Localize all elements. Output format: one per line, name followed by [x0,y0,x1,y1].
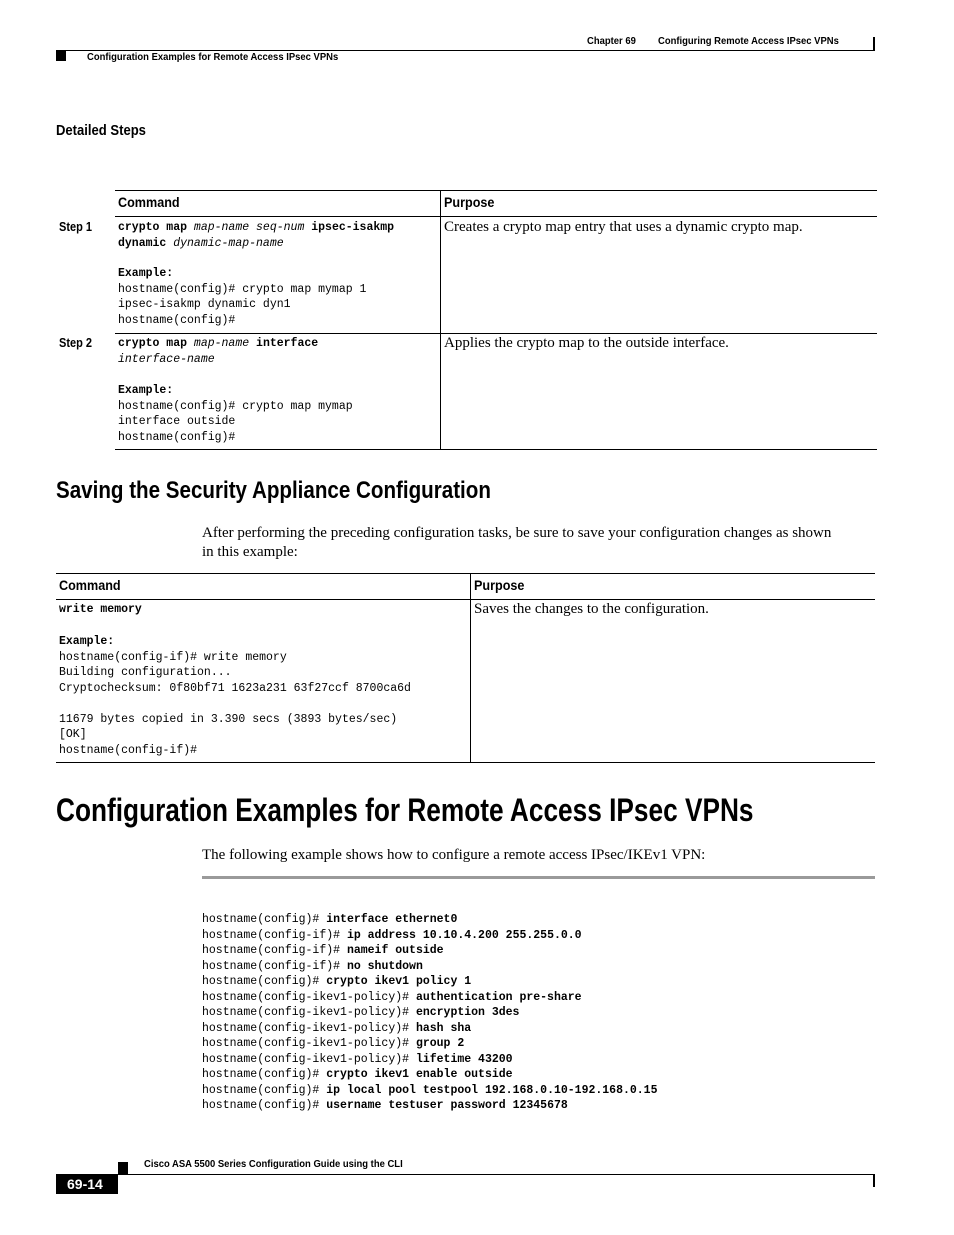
step-1-example-line: ipsec-isakmp dynamic dyn1 [118,298,291,311]
code-block-rule [202,876,875,879]
header-chapter: Chapter 69 [587,35,636,47]
step-2-cmd-args: map-name [193,337,250,350]
step-1-example-line: hostname(config)# crypto map mymap 1 [118,282,367,296]
code-prompt: hostname(config)# [202,975,327,988]
code-prompt: hostname(config-if)# [202,959,347,973]
code-line [202,990,658,1006]
save-example-line: [OK] [59,728,87,741]
step-2-cmd-args-2: interface-name [118,352,215,366]
header-section: Configuration Examples for Remote Access IPsec VPNs [87,51,339,63]
save-table-col-divider [470,573,471,763]
code-prompt: hostname(config-ikev1-policy)# [202,1037,416,1050]
save-example-label: Example: [59,635,115,648]
steps-col-purpose: Purpose [444,194,495,210]
step-1-cmd-keyword: crypto map [118,221,188,234]
step-1-cmd-keyword-2: ipsec-isakmp [311,221,395,234]
code-prompt: hostname(config)# [202,1099,327,1112]
step-2-purpose: Applies the crypto map to the outside interface. [444,335,729,351]
step-1-example-label: Example: [118,267,174,280]
step-2-cmd-keyword: crypto map [118,337,188,350]
steps-col-command: Command [118,194,180,210]
step-1-purpose: Creates a crypto map entry that uses a dynamic crypto map. [444,219,803,235]
code-prompt: hostname(config-ikev1-policy)# [202,1021,416,1035]
saving-intro-line-2: in this example: [202,544,298,560]
code-line [202,1083,658,1099]
step-2-example-line: interface outside [118,415,236,428]
detailed-steps-title: Detailed Steps [56,123,146,139]
save-table-header-rule [56,599,875,600]
code-command: encryption 3des [415,1006,520,1019]
steps-table-col-divider [440,190,441,450]
config-code-block [202,912,658,1114]
step-1-cmd-keyword-3: dynamic [118,236,167,250]
page-number: 69-14 [67,1176,103,1192]
code-line [202,1036,658,1052]
step-2-command [118,336,318,367]
footer-marker [118,1162,128,1174]
code-prompt: hostname(config-ikev1-policy)# [202,1006,416,1019]
save-example-line: Cryptochecksum: 0f80bf71 1623a231 63f27ccf 8700ca6d [59,681,411,695]
save-example-line: 11679 bytes copied in 3.390 secs (3893 bytes/sec) [59,712,398,726]
code-command: crypto ikev1 enable outside [326,1068,513,1081]
code-line [202,1021,658,1037]
step-2-label: Step 2 [59,336,93,350]
code-command: hash sha [415,1021,472,1035]
steps-table-row-rule [115,333,877,334]
saving-intro [202,524,831,562]
code-line [202,912,658,928]
save-col-purpose: Purpose [474,577,525,593]
code-command: authentication pre-share [415,990,582,1004]
config-examples-intro: The following example shows how to configure a remote access IPsec/IKEv1 VPN: [202,847,706,863]
save-command: write memory [59,603,142,616]
save-table-top-rule [56,573,875,574]
code-command: no shutdown [346,959,423,973]
code-command: ip address 10.10.4.200 255.255.0.0 [346,928,582,942]
steps-table-bottom-rule [115,449,877,450]
save-example-line [59,696,411,712]
footer-rule [56,1174,875,1175]
code-prompt: hostname(config-ikev1-policy)# [202,1052,416,1066]
step-1-cmd-args-2: dynamic-map-name [173,236,284,250]
code-prompt: hostname(config-if)# [202,944,347,957]
code-line [202,928,658,944]
code-line [202,1098,658,1114]
code-command: lifetime 43200 [415,1052,513,1066]
footer-guide-title: Cisco ASA 5500 Series Configuration Guide using the CLI [144,1158,403,1170]
code-line [202,1005,658,1021]
saving-heading: Saving the Security Appliance Configuration [56,477,491,504]
step-2-example-line: hostname(config)# [118,430,236,444]
step-1-example [118,266,366,328]
save-purpose: Saves the changes to the configuration. [474,601,709,617]
code-prompt: hostname(config)# [202,1083,327,1097]
step-1-label: Step 1 [59,220,93,234]
code-command: nameif outside [346,944,444,957]
step-1-example-line: hostname(config)# [118,313,236,327]
code-line [202,1052,658,1068]
code-line [202,974,658,990]
code-line [202,1067,658,1083]
code-prompt: hostname(config)# [202,913,327,926]
step-2-cmd-keyword-2: interface [256,337,319,350]
code-command: username testuser password 12345678 [326,1099,568,1112]
step-1-cmd-args: map-name seq-num [193,221,305,234]
steps-table-top-rule [115,190,877,191]
save-example-line: hostname(config-if)# write memory [59,650,287,664]
footer-right-tick [873,1174,875,1187]
header-right-tick [873,37,875,50]
header-marker [56,50,66,61]
header-chapter-title: Configuring Remote Access IPsec VPNs [658,35,839,47]
step-2-example-line: hostname(config)# crypto map mymap [118,399,353,413]
code-prompt: hostname(config)# [202,1068,327,1081]
step-2-example-label: Example: [118,384,174,397]
step-2-example [118,383,353,445]
steps-table-header-rule [115,216,877,217]
code-command: group 2 [415,1037,465,1050]
save-example [59,634,411,758]
save-col-command: Command [59,577,121,593]
saving-intro-line-1: After performing the preceding configuration tasks, be sure to save your configuration changes as shown [202,525,832,541]
code-prompt: hostname(config-ikev1-policy)# [202,990,416,1004]
save-table-bottom-rule [56,762,875,763]
code-command: interface ethernet0 [326,913,458,926]
code-prompt: hostname(config-if)# [202,928,347,942]
code-command: crypto ikev1 policy 1 [326,975,472,988]
step-1-command [118,220,394,251]
save-example-line: Building configuration... [59,666,232,679]
save-example-line: hostname(config-if)# [59,743,198,757]
config-examples-heading: Configuration Examples for Remote Access IPsec VPNs [56,792,754,828]
code-command: ip local pool testpool 192.168.0.10-192.168.0.15 [326,1083,658,1097]
code-line [202,959,658,975]
code-line [202,943,658,959]
